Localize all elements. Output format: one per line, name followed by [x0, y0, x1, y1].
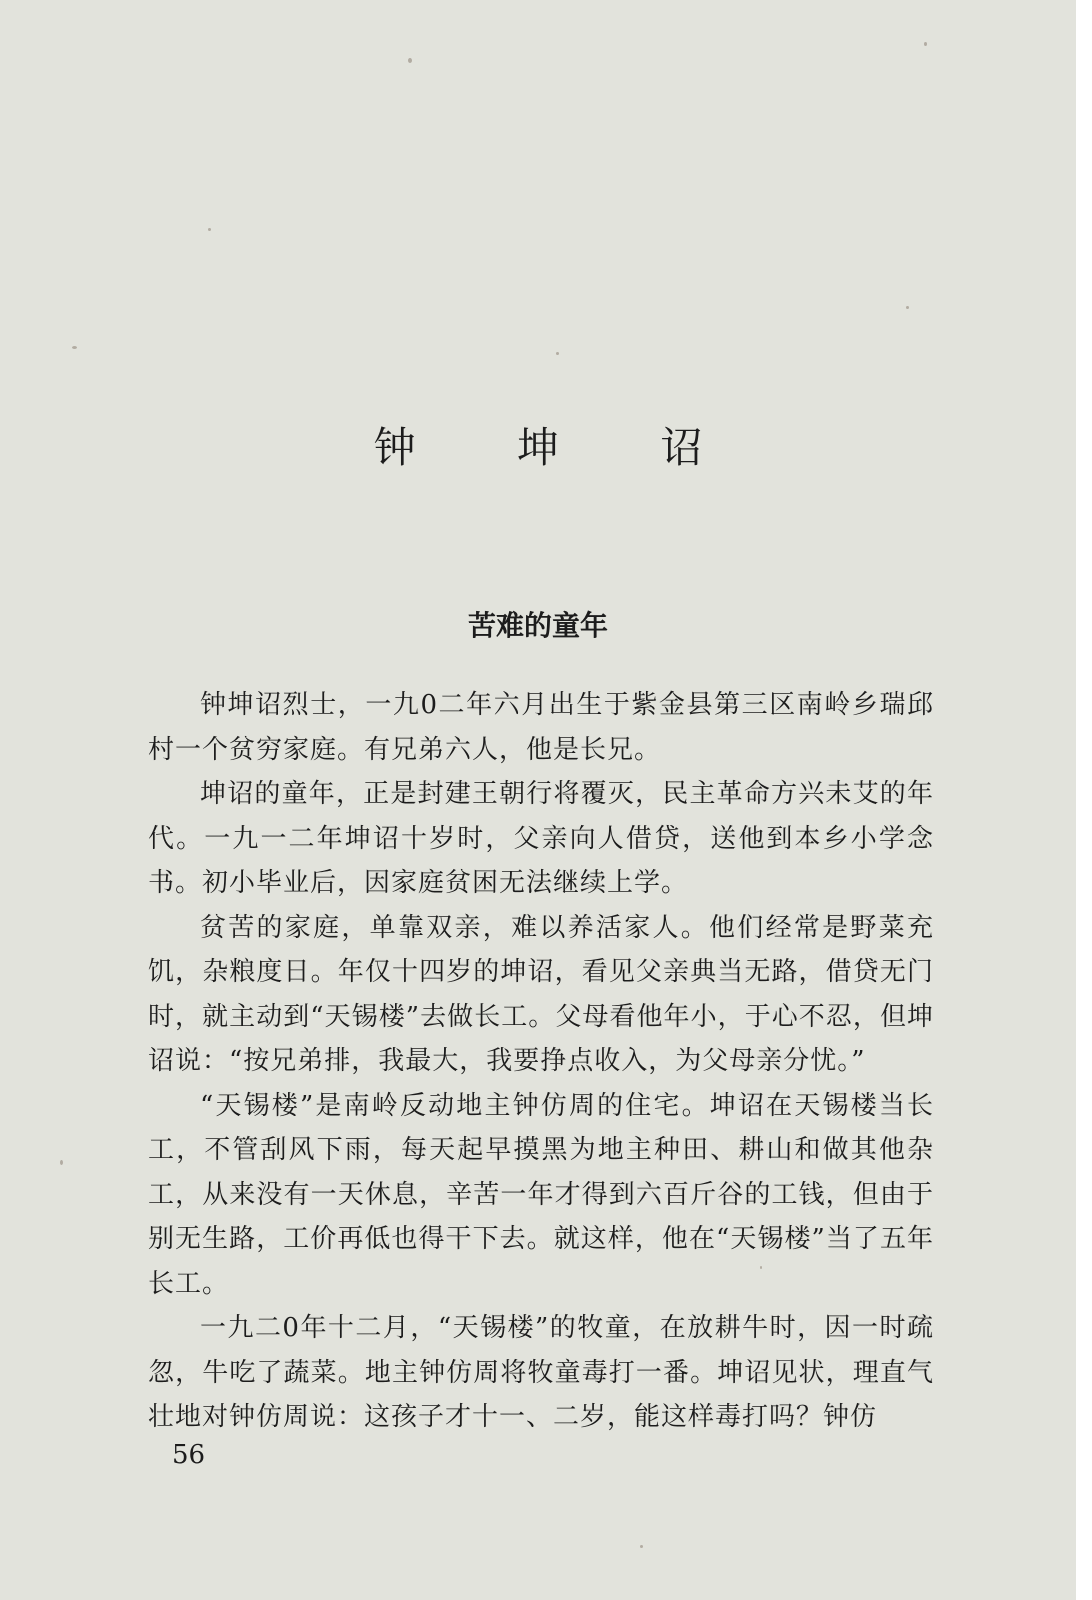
paper-speck: [640, 1545, 643, 1548]
section-heading: 苦难的童年: [467, 609, 608, 642]
paper-speck: [924, 42, 927, 46]
paragraph: “天锡楼”是南岭反动地主钟仿周的住宅。坤诏在天锡楼当长工，不管刮风下雨，每天起早摸黑为地主种田、耕山和做其他杂工，从来没有一天休息，辛苦一年才得到六百斤谷的工钱，但由于别无生路，工价再低也得干下去。就这样，他在“天锡楼”当了五年长工。: [148, 1090, 934, 1299]
chapter-title: 钟 坤 诏: [373, 423, 747, 472]
paragraph: 贫苦的家庭，单靠双亲，难以养活家人。他们经常是野菜充饥，杂粮度日。年仅十四岁的坤诏，看见父亲典当无路，借贷无门时，就主动到“天锡楼”去做长工。父母看他年小，于心不忍，但坤诏说：“按兄弟排，我最大，我要挣点收入，为父母亲分忧。”: [148, 912, 934, 1076]
paper-speck: [408, 58, 412, 63]
paragraph: 钟坤诏烈士，一九0二年六月出生于紫金县第三区南岭乡瑞邱村一个贫穷家庭。有兄弟六人，他是长兄。: [148, 690, 934, 765]
page-number: 56: [172, 1440, 206, 1470]
paper-speck: [556, 352, 559, 355]
paper-speck: [208, 228, 211, 231]
paper-speck: [72, 346, 77, 349]
paragraph: 一九二0年十二月，“天锡楼”的牧童，在放耕牛时，因一时疏忽，牛吃了蔬菜。地主钟仿周将牧童毒打一番。坤诏见状，理直气壮地对钟仿周说：这孩子才十一、二岁，能这样毒打吗？钟仿: [148, 1313, 934, 1432]
paper-speck: [60, 1160, 63, 1165]
paragraph: 坤诏的童年，正是封建王朝行将覆灭，民主革命方兴未艾的年代。一九一二年坤诏十岁时，父亲向人借贷，送他到本乡小学念书。初小毕业后，因家庭贫困无法继续上学。: [148, 779, 934, 898]
paper-speck: [906, 306, 909, 309]
body-text: [148, 683, 934, 1440]
page-edge: [1076, 0, 1092, 1600]
